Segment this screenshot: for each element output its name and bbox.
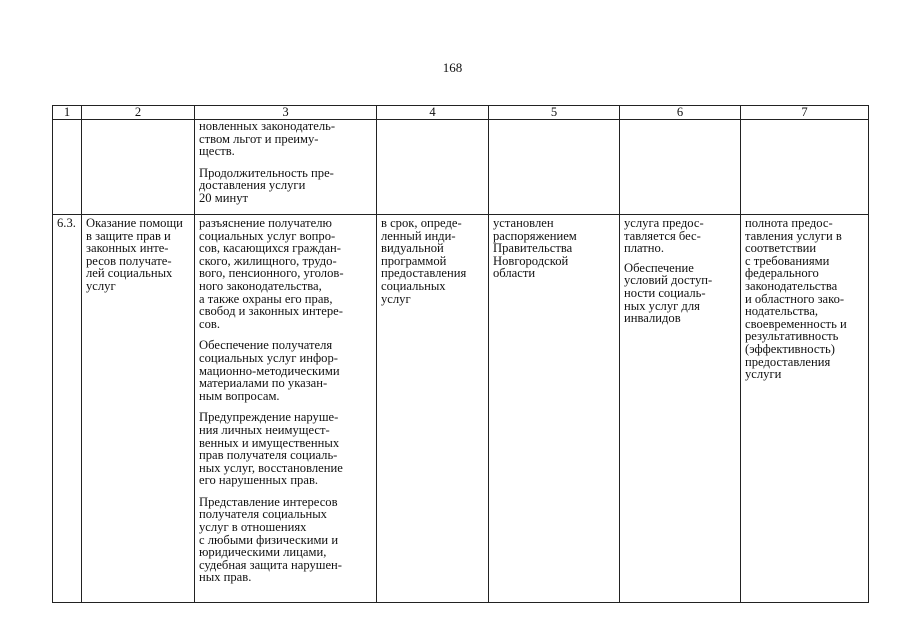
text-line: ных услуг, восстановление <box>199 460 343 475</box>
cell <box>377 120 489 215</box>
text-line: мационно-методическими <box>199 363 340 378</box>
header-row <box>53 106 869 120</box>
text-line: услуг в отношениях <box>199 520 307 535</box>
text-line: области <box>493 266 536 281</box>
column-number: 3 <box>195 106 377 120</box>
text-line: ного законодательства, <box>199 278 322 293</box>
column-number: 1 <box>53 106 82 120</box>
text-line: соответствии <box>745 241 817 256</box>
text-line: венных и имущественных <box>199 435 340 450</box>
text-line: с любыми физическими и <box>199 532 339 547</box>
text-line: ния личных неимущест- <box>199 422 330 437</box>
text-line: ством льгот и преиму- <box>199 131 319 146</box>
text-line: предоставления <box>745 354 831 369</box>
text-line: 20 минут <box>199 190 248 205</box>
text-line: Обеспечение <box>624 260 694 275</box>
column-number: 7 <box>741 106 869 120</box>
text-line: установлен <box>493 216 554 230</box>
text-line: ных услуг для <box>624 298 700 313</box>
text-line: социальных услуг инфор- <box>199 350 338 365</box>
text-line: результативность <box>745 329 839 344</box>
cell <box>53 120 82 215</box>
paragraph <box>199 496 373 584</box>
text-line: инвалидов <box>624 311 681 326</box>
paragraph <box>199 411 373 487</box>
text-line: юридическими лицами, <box>199 545 327 560</box>
text-line: судебная защита нарушен- <box>199 557 342 572</box>
text-line: ных прав. <box>199 570 252 585</box>
service-description <box>195 215 377 603</box>
text-line: свобод и законных интере- <box>199 304 343 319</box>
text-line: доставления услуги <box>199 178 306 193</box>
text-line: Предупреждение наруше- <box>199 410 339 425</box>
cell <box>489 120 620 215</box>
text-line: с требованиями <box>745 253 830 268</box>
text-line: услуг <box>381 291 411 306</box>
text-line: ского, жилищного, трудо- <box>199 253 337 268</box>
text-line: программой <box>381 253 447 268</box>
service-conditions <box>620 215 741 603</box>
text-line: лей социальных <box>86 266 173 281</box>
text-line: ресов получате- <box>86 253 172 268</box>
text-line: новленных законодатель- <box>199 119 336 133</box>
page-number: 168 <box>442 60 463 75</box>
text-line: законных инте- <box>86 241 169 256</box>
text-line: социальных <box>381 278 446 293</box>
text-line: услуг <box>86 278 116 293</box>
paragraph <box>199 339 373 402</box>
text-line: вого, пенсионного, уголов- <box>199 266 344 281</box>
text-line: предоставления <box>381 266 467 281</box>
paragraph <box>199 120 373 158</box>
text-line: полнота предос- <box>745 216 833 230</box>
text-line: прав получателя социаль- <box>199 448 338 463</box>
service-tariff <box>489 215 620 603</box>
text-line: в защите прав и <box>86 228 171 243</box>
text-line: услуги <box>745 367 782 382</box>
text-line: в срок, опреде- <box>381 216 462 230</box>
text-line: Новгородской <box>493 253 569 268</box>
paragraph <box>624 217 737 255</box>
cell <box>620 120 741 215</box>
cell <box>82 120 195 215</box>
column-number: 5 <box>489 106 620 120</box>
text-line: материалами по указан- <box>199 376 328 391</box>
column-number: 4 <box>377 106 489 120</box>
paragraph <box>624 262 737 325</box>
service-term <box>377 215 489 603</box>
column-number: 2 <box>82 106 195 120</box>
text-line: получателя социальных <box>199 507 327 522</box>
text-line: Оказание помощи <box>86 216 183 230</box>
text-line: Обеспечение получателя <box>199 338 333 353</box>
text-line: его нарушенных прав. <box>199 473 319 488</box>
text-line: сов. <box>199 316 220 331</box>
cell-description-continued <box>195 120 377 215</box>
quality-indicators <box>741 215 869 603</box>
text-line: тавления услуги в <box>745 228 842 243</box>
text-line: Продолжительность пре- <box>199 165 334 180</box>
paragraph <box>199 217 373 330</box>
text-line: условий доступ- <box>624 273 713 288</box>
text-line: ществ. <box>199 144 235 159</box>
text-line: Правительства <box>493 241 573 256</box>
service-name <box>82 215 195 603</box>
text-line: ности социаль- <box>624 285 706 300</box>
column-number: 6 <box>620 106 741 120</box>
text-line: и областного зако- <box>745 291 845 306</box>
text-line: нодательства, <box>745 304 819 319</box>
text-line: видуальной <box>381 241 444 256</box>
text-line: услуга предос- <box>624 216 704 230</box>
text-line: тавляется бес- <box>624 228 701 243</box>
text-line: своевременность и <box>745 316 847 331</box>
text-line: ленный инди- <box>381 228 456 243</box>
text-line: разъяснение получателю <box>199 216 332 230</box>
paragraph <box>199 167 373 205</box>
continuation-row <box>53 120 869 215</box>
text-line: ным вопросам. <box>199 388 280 403</box>
text-line: (эффективность) <box>745 341 835 356</box>
text-line: платно. <box>624 241 664 256</box>
cell <box>741 120 869 215</box>
text-line: законодательства <box>745 278 838 293</box>
row-number: 6.3. <box>53 215 82 603</box>
table-row <box>53 215 869 603</box>
text-line: распоряжением <box>493 228 577 243</box>
text-line: социальных услуг вопро- <box>199 228 336 243</box>
text-line: сов, касающихся граждан- <box>199 241 341 256</box>
text-line: а также охраны его прав, <box>199 291 333 306</box>
text-line: федерального <box>745 266 819 281</box>
services-table <box>52 105 869 603</box>
text-line: Представление интересов <box>199 494 338 509</box>
